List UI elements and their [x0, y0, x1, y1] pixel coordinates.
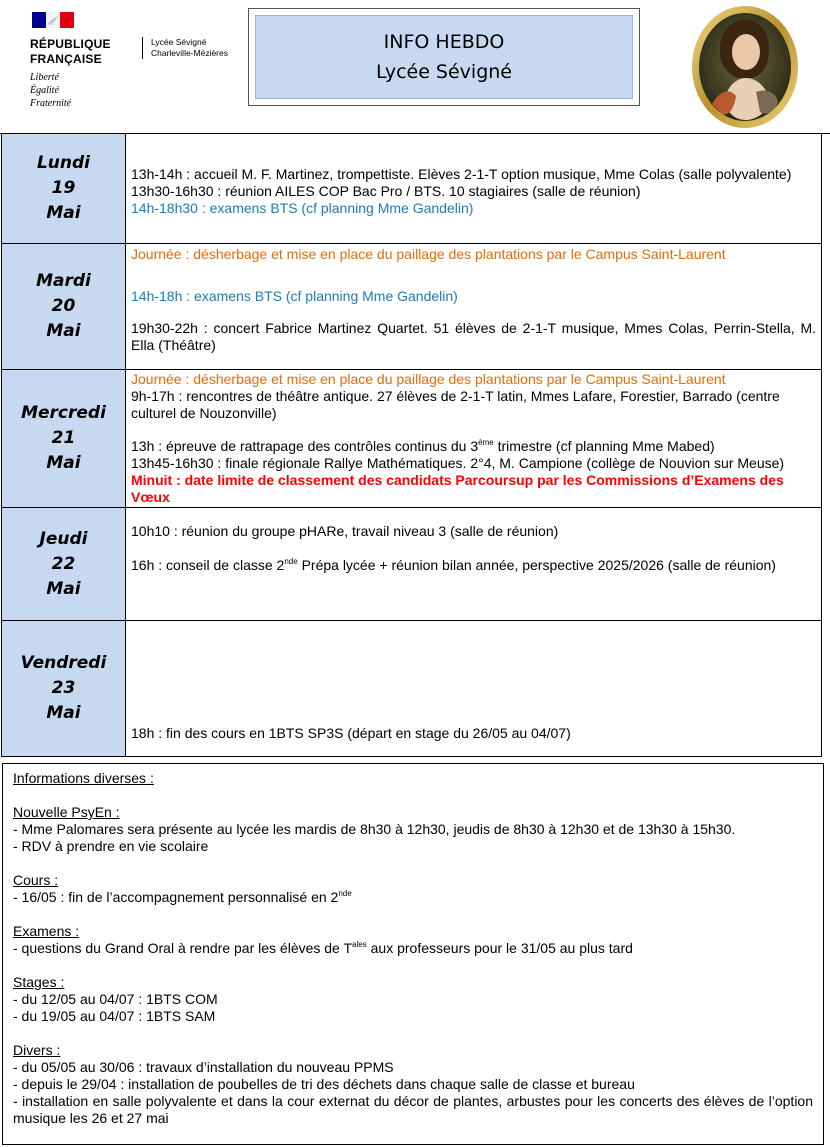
list-item: - du 19/05 au 04/07 : 1BTS SAM: [13, 1008, 216, 1024]
list-item: - questions du Grand Oral à rendre par les élèves de $T^{ales}$ aux professeurs pour le 31/05 au plus tard: [13, 940, 633, 956]
events-cell-friday: [126, 621, 822, 757]
event-item: 14h-18h30 : examens BTS (cf planning Mme Gandelin): [131, 200, 474, 216]
events-cell-thursday: [126, 508, 822, 621]
list-item: - RDV à prendre en vie scolaire: [13, 838, 209, 854]
section-heading-psyen: Nouvelle PsyEn :: [13, 804, 120, 820]
events-cell-wednesday: [126, 370, 822, 508]
section-heading-examens: Examens :: [13, 923, 80, 939]
list-item: - installation en salle polyvalente et dans la cour externat du décor de plantes, arbustes pour les concerts des élèves de l’option musique les 26 et 27 mai: [13, 1093, 813, 1126]
republique-francaise-logo: [30, 10, 120, 120]
list-item: - 16/05 : fin de l’accompagnement personnalisé en 2nde: [13, 889, 352, 905]
table-row: [2, 370, 822, 508]
day-cell-thursday: Jeudi 22 Mai: [2, 508, 126, 621]
event-item: 13h : épreuve de rattrapage des contrôles continus du 3ème trimestre (cf planning Mme Mabed): [131, 438, 715, 454]
page-subtitle: Lycée Sévigné: [375, 61, 512, 83]
title-panel: [255, 15, 633, 99]
event-item: 18h : fin des cours en 1BTS SP3S (départ en stage du 26/05 au 04/07): [131, 725, 571, 741]
table-row: [2, 621, 822, 757]
event-item: 10h10 : réunion du groupe pHARe, travail niveau 3 (salle de réunion): [131, 523, 559, 539]
info-box: [2, 763, 824, 1145]
event-item-deadline: Minuit : date limite de classement des candidats Parcoursup par les Commissions d’Examens des Vœux: [131, 472, 784, 505]
list-item: - du 12/05 au 04/07 : 1BTS COM: [13, 991, 218, 1007]
event-item: 13h45-16h30 : finale régionale Rallye Mathématiques. 2°4, M. Campione (collège de Nouvion sur Meuse): [131, 455, 785, 471]
weekly-schedule-table: [1, 133, 822, 757]
list-item: - depuis le 29/04 : installation de poubelles de tri des déchets dans chaque salle de classe et bureau: [13, 1076, 635, 1092]
list-item: - du 05/05 au 30/06 : travaux d’installation du nouveau PPMS: [13, 1059, 394, 1075]
day-cell-wednesday: Mercredi 21 Mai: [2, 370, 126, 508]
event-item: 16h : conseil de classe 2nde Prépa lycée + réunion bilan année, perspective 2025/2026 (salle de réunion): [131, 557, 776, 573]
section-heading-stages: Stages :: [13, 974, 65, 990]
table-row: [2, 244, 822, 370]
event-item: 9h-17h : rencontres de théâtre antique. 27 élèves de 2-1-T latin, Mmes Lafare, Forestier, Barrado (centre culturel de Nouzonville): [131, 388, 780, 421]
event-item: Journée : désherbage et mise en place du paillage des plantations par le Campus Saint-Laurent: [131, 371, 726, 387]
marianne-flag-icon: [32, 12, 74, 28]
republic-motto: Liberté Égalité Fraternité: [30, 72, 72, 109]
events-cell-tuesday: [126, 244, 822, 370]
section-heading-divers: Divers :: [13, 1042, 61, 1058]
republic-name: RÉPUBLIQUE FRANÇAISE: [30, 37, 111, 66]
info-title: Informations diverses :: [13, 770, 154, 786]
school-name: Lycée Sévigné Charleville-Mézières: [142, 37, 228, 59]
event-item: 14h-18h : examens BTS (cf planning Mme Gandelin): [131, 288, 458, 304]
event-item: Journée : désherbage et mise en place du paillage des plantations par le Campus Saint-Laurent: [131, 246, 726, 262]
event-item: 13h-14h : accueil M. F. Martinez, trompettiste. Elèves 2-1-T option musique, Mme Colas (salle polyvalente): [131, 166, 792, 182]
section-heading-cours: Cours :: [13, 872, 59, 888]
events-cell-monday: [126, 134, 822, 244]
event-item: 19h30-22h : concert Fabrice Martinez Quartet. 51 élèves de 2-1-T musique, Mmes Colas, Perrin-Stella, M. Ella (Théâtre): [131, 320, 816, 353]
page-title: INFO HEBDO: [383, 31, 505, 53]
day-cell-tuesday: Mardi 20 Mai: [2, 244, 126, 370]
list-item: - Mme Palomares sera présente au lycée les mardis de 8h30 à 12h30, jeudis de 8h30 à 12h30 et de 13h30 à 15h30.: [13, 821, 736, 837]
table-row: [2, 134, 822, 244]
portrait-medallion-image: [690, 4, 800, 130]
event-item: 13h30-16h30 : réunion AILES COP Bac Pro / BTS. 10 stagiaires (salle de réunion): [131, 183, 641, 199]
table-row: [2, 508, 822, 621]
day-cell-monday: Lundi 19 Mai: [2, 134, 126, 244]
day-cell-friday: Vendredi 23 Mai: [2, 621, 126, 757]
title-box: [248, 8, 640, 106]
